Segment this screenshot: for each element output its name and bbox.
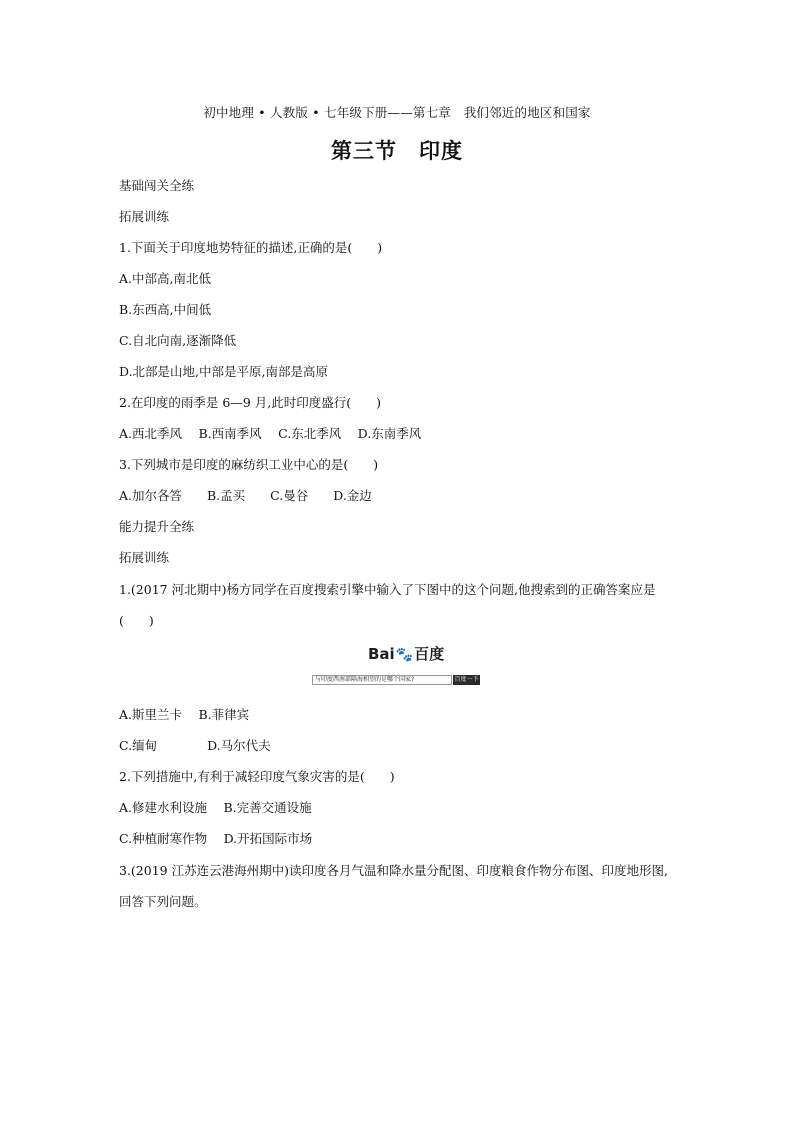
answer-option: D.北部是山地,中部是平原,南部是高原 bbox=[119, 364, 328, 379]
page-title: 第三节 印度 bbox=[331, 139, 463, 163]
answer-options-row: C.种植耐寒作物 D.开拓国际市场 bbox=[119, 831, 313, 846]
answer-options-row: C.缅甸 D.马尔代夫 bbox=[119, 738, 271, 753]
answer-options-row: A.斯里兰卡 B.菲律宾 bbox=[119, 707, 250, 722]
section-heading: 能力提升全练 bbox=[119, 519, 195, 534]
subsection-heading: 拓展训练 bbox=[119, 550, 170, 565]
baidu-logo-latin: Bai bbox=[368, 645, 395, 663]
question-text: 2.在印度的雨季是 6—9 月,此时印度盛行( ) bbox=[119, 395, 382, 410]
question-text: 1.(2017 河北期中)杨方同学在百度搜索引擎中输入了下图中的这个问题,他搜索到的正确答案应是 bbox=[119, 582, 656, 597]
question-text-continued: 回答下列问题。 bbox=[119, 894, 207, 909]
answer-option: B.东西高,中间低 bbox=[119, 302, 212, 317]
section-heading: 基础闯关全练 bbox=[119, 178, 195, 193]
answer-option: C.自北向南,逐渐降低 bbox=[119, 333, 237, 348]
question-text: 3.(2019 江苏连云港海州期中)读印度各月气温和降水量分配图、印度粮食作物分布图、印度地形图, bbox=[119, 863, 668, 878]
subsection-heading: 拓展训练 bbox=[119, 209, 170, 224]
answer-options-row: A.加尔各答 B.孟买 C.曼谷 D.金边 bbox=[119, 488, 372, 503]
answer-option: A.中部高,南北低 bbox=[119, 271, 211, 286]
question-text-continued: ( ) bbox=[119, 613, 154, 628]
question-text: 1.下面关于印度地势特征的描述,正确的是( ) bbox=[119, 240, 383, 255]
baidu-logo bbox=[368, 643, 444, 665]
question-text: 3.下列城市是印度的麻纺织工业中心的是( ) bbox=[119, 457, 379, 472]
page-header: 初中地理 • 人教版 • 七年级下册——第七章 我们邻近的地区和国家 bbox=[203, 105, 591, 120]
paw-icon: 🐾 bbox=[395, 647, 414, 663]
answer-options-row: A.修建水利设施 B.完善交通设施 bbox=[119, 800, 312, 815]
question-text: 2.下列措施中,有利于减轻印度气象灾害的是( ) bbox=[119, 769, 395, 784]
baidu-search-figure bbox=[312, 643, 482, 689]
baidu-search-button: 百度一下 bbox=[454, 676, 479, 683]
baidu-search-input: 与印度西南部隔海相望的是哪个国家? bbox=[312, 675, 452, 685]
answer-options-row: A.西北季风 B.西南季风 C.东北季风 D.东南季风 bbox=[119, 426, 422, 441]
baidu-logo-cn: 百度 bbox=[414, 645, 445, 663]
